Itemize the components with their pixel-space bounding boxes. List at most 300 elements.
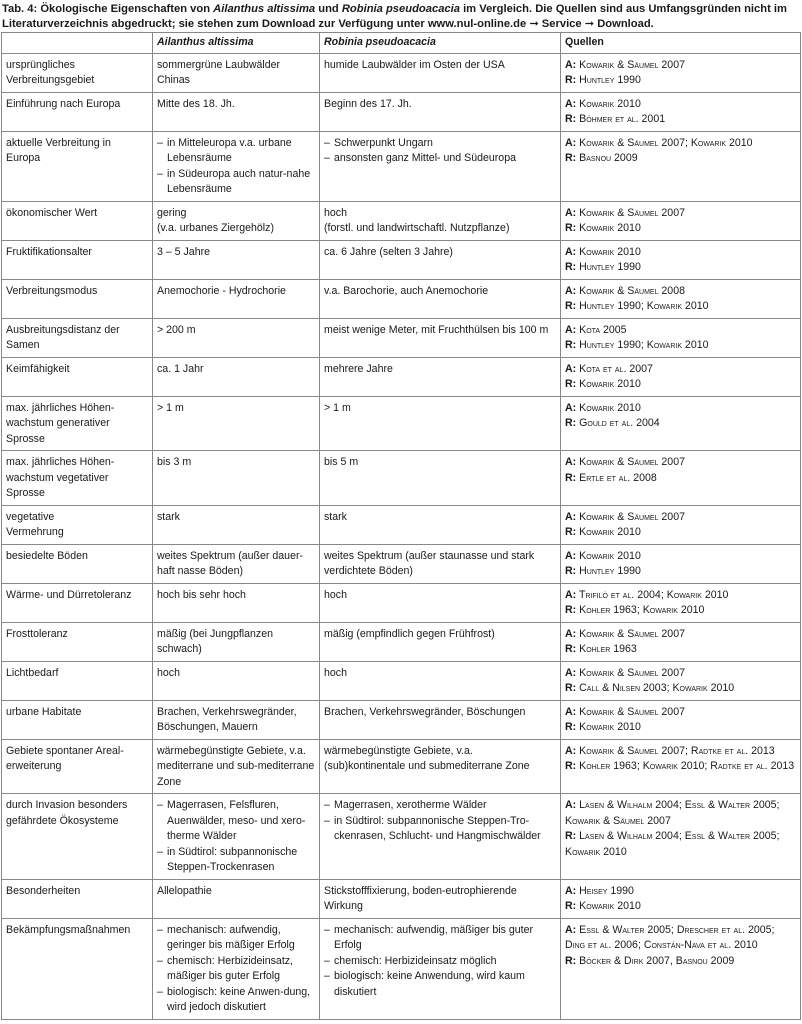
sources-cell <box>561 396 801 451</box>
ailanthus-cell <box>153 918 320 1019</box>
source-refs: Lasen & Wilhalm 2004; Essl & Walter 2005; Kowarik & Säumel 2007 <box>565 799 780 827</box>
property-cell <box>2 505 153 544</box>
property-cell <box>2 661 153 700</box>
sources-cell <box>561 131 801 201</box>
list-item: – in Mitteleuropa v.a. urbane Lebensräume <box>157 136 315 167</box>
table-row <box>2 240 801 279</box>
sources-cell <box>561 879 801 918</box>
table-row <box>2 201 801 240</box>
sources-cell <box>561 92 801 131</box>
source-line <box>565 245 796 261</box>
caption-species-ailanthus: Ailanthus altissima <box>213 3 316 15</box>
property-cell <box>2 451 153 506</box>
source-line <box>565 798 796 829</box>
property-cell <box>2 318 153 357</box>
source-line <box>565 525 796 541</box>
source-key: A: <box>565 884 577 897</box>
ailanthus-cell <box>153 53 320 92</box>
source-key: R: <box>565 954 577 967</box>
source-key: R: <box>565 113 577 125</box>
ailanthus-cell <box>153 279 320 318</box>
cell-line: ca. 6 Jahre (selten 3 Jahre) <box>324 245 453 258</box>
source-refs: Call & Nilsen 2003; Kowarik 2010 <box>576 682 735 694</box>
source-key: A: <box>565 549 577 562</box>
robinia-cell <box>320 92 561 131</box>
dash-list <box>324 923 556 1001</box>
source-key: A: <box>565 510 577 523</box>
source-refs: Kowarik & Säumel 2007 <box>576 666 685 679</box>
source-key: R: <box>565 760 577 772</box>
table-row <box>2 131 801 201</box>
source-line <box>565 627 796 643</box>
source-line <box>565 471 796 487</box>
cell-line: Anemochorie - Hydrochorie <box>157 284 286 297</box>
property-label-line: Samen <box>6 339 40 351</box>
cell-line: hoch <box>324 588 347 601</box>
property-label-line: Verbreitungsmodus <box>6 284 98 297</box>
sources-cell <box>561 661 801 700</box>
source-key: R: <box>565 339 577 351</box>
robinia-cell <box>320 879 561 918</box>
source-key: A: <box>565 705 577 718</box>
source-line <box>565 954 796 970</box>
property-label-line: Besonderheiten <box>6 884 81 897</box>
property-label-line: Wärme- und Dürretoleranz <box>6 588 132 601</box>
property-label-line: Keimfähigkeit <box>6 362 70 375</box>
source-refs: Kowarik 2010 <box>576 245 641 258</box>
source-key: R: <box>565 417 577 429</box>
source-key: A: <box>565 666 577 679</box>
robinia-cell <box>320 700 561 739</box>
property-cell <box>2 131 153 201</box>
table-row <box>2 318 801 357</box>
source-line <box>565 112 796 128</box>
list-item: – in Südtirol: subpannonische Steppen-Tro-ckenrasen, Schlucht- und Hangmischwälder <box>324 814 556 845</box>
table-row <box>2 505 801 544</box>
source-key: R: <box>565 900 577 912</box>
source-key: R: <box>565 682 577 694</box>
cell-line: mäßig (bei Jungpflanzen schwach) <box>157 627 274 655</box>
property-label-line: max. jährliches Höhen- <box>6 456 115 468</box>
ailanthus-cell <box>153 739 320 794</box>
sources-cell <box>561 583 801 622</box>
source-line <box>565 642 796 658</box>
source-line <box>565 588 796 604</box>
source-refs: Kowarik & Säumel 2007 <box>576 58 685 71</box>
ailanthus-cell <box>153 396 320 451</box>
source-line <box>565 884 796 900</box>
source-line <box>565 720 796 736</box>
source-line <box>565 136 796 152</box>
dash-list <box>324 136 556 167</box>
table-row <box>2 279 801 318</box>
source-key: R: <box>565 261 577 273</box>
table-row <box>2 544 801 583</box>
sources-cell <box>561 544 801 583</box>
property-label-line: urbane Habitate <box>6 705 82 718</box>
sources-cell <box>561 739 801 794</box>
source-key: R: <box>565 721 577 733</box>
dash-list <box>324 798 556 845</box>
source-key: A: <box>565 362 577 375</box>
table-row <box>2 879 801 918</box>
cell-line: meist wenige Meter, mit Fruchthülsen bis 100 m <box>324 323 549 336</box>
header-ailanthus: Ailanthus altissima <box>153 33 320 54</box>
caption-mid: und <box>315 3 342 15</box>
property-label-line: Europa <box>6 152 41 164</box>
ailanthus-cell <box>153 92 320 131</box>
property-label-line: Bekämpfungsmaßnahmen <box>6 923 131 936</box>
property-cell <box>2 544 153 583</box>
source-key: A: <box>565 136 577 149</box>
source-refs: Kowarik 2010 <box>576 526 641 538</box>
source-line <box>565 666 796 682</box>
source-refs: Ertle et al. 2008 <box>576 471 657 484</box>
list-item: – mechanisch: aufwendig, geringer bis mäßiger Erfolg <box>157 923 315 954</box>
sources-cell <box>561 794 801 880</box>
list-item: – in Südtirol: subpannonische Steppen-Trockenrasen <box>157 845 315 876</box>
source-refs: Huntley 1990; Kowarik 2010 <box>576 300 709 312</box>
property-label-line: Gebiete spontaner Areal- <box>6 744 124 757</box>
source-refs: Kowarik 2010 <box>576 549 641 562</box>
header-robinia: Robinia pseudoacacia <box>320 33 561 54</box>
source-line <box>565 377 796 393</box>
source-line <box>565 759 796 775</box>
robinia-cell <box>320 201 561 240</box>
property-cell <box>2 201 153 240</box>
property-cell <box>2 622 153 661</box>
source-refs: Kowarik & Säumel 2007 <box>576 456 685 468</box>
cell-line: Mitte des 18. Jh. <box>157 97 235 110</box>
robinia-cell <box>320 396 561 451</box>
source-line <box>565 362 796 378</box>
table-row <box>2 92 801 131</box>
property-label-line: max. jährliches Höhen- <box>6 401 115 414</box>
property-cell <box>2 240 153 279</box>
cell-line: sommergrüne Laubwälder <box>157 58 281 71</box>
source-key: R: <box>565 74 577 86</box>
ailanthus-cell <box>153 240 320 279</box>
property-label-line: Sprosse <box>6 487 45 499</box>
source-line <box>565 829 796 860</box>
source-refs: Kohler 1963; Kowarik 2010; Radtke et al. 2013 <box>576 760 795 772</box>
table-row <box>2 794 801 880</box>
robinia-cell <box>320 918 561 1019</box>
source-line <box>565 260 796 276</box>
robinia-cell <box>320 279 561 318</box>
source-key: A: <box>565 627 577 640</box>
cell-line: Beginn des 17. Jh. <box>324 97 412 110</box>
robinia-cell <box>320 357 561 396</box>
source-key: R: <box>565 222 577 234</box>
list-item: – Schwerpunkt Ungarn <box>324 136 556 152</box>
source-line <box>565 416 796 432</box>
source-line <box>565 549 796 565</box>
cell-line: weites Spektrum (außer staunasse und stark verdichtete Böden) <box>324 549 535 577</box>
source-key: A: <box>565 456 577 468</box>
source-line <box>565 299 796 315</box>
property-label-line: Lichtbedarf <box>6 666 59 679</box>
source-line <box>565 603 796 619</box>
source-refs: Trifilò et al. 2004; Kowarik 2010 <box>576 588 729 601</box>
source-refs: Huntley 1990; Kowarik 2010 <box>576 339 709 351</box>
source-line <box>565 151 796 167</box>
ailanthus-cell <box>153 583 320 622</box>
ailanthus-cell <box>153 879 320 918</box>
dash-list <box>157 136 315 198</box>
ailanthus-cell <box>153 201 320 240</box>
robinia-cell <box>320 53 561 92</box>
sources-cell <box>561 357 801 396</box>
source-line <box>565 284 796 300</box>
list-item: – Magerrasen, xerotherme Wälder <box>324 798 556 814</box>
source-refs: Böcker & Dirk 2007, Basnou 2009 <box>576 954 735 967</box>
table-row <box>2 661 801 700</box>
source-key: A: <box>565 58 577 71</box>
ailanthus-cell <box>153 622 320 661</box>
source-line <box>565 455 796 471</box>
source-refs: Huntley 1990 <box>576 565 641 577</box>
source-line <box>565 58 796 74</box>
source-refs: Basnou 2009 <box>576 152 638 164</box>
cell-line: > 1 m <box>324 401 351 414</box>
ailanthus-cell <box>153 661 320 700</box>
source-key: A: <box>565 923 577 936</box>
property-label-line: aktuelle Verbreitung in <box>6 136 111 149</box>
cell-line: (v.a. urbanes Ziergehölz) <box>157 222 274 234</box>
source-refs: Kowarik & Säumel 2007; Radtke et al. 2013 <box>576 744 775 757</box>
robinia-cell <box>320 318 561 357</box>
cell-line: Brachen, Verkehrswegränder, Böschungen, Mauern <box>157 705 297 733</box>
property-label-line: wachstum vegetativer <box>6 471 109 484</box>
source-line <box>565 338 796 354</box>
source-refs: Lasen & Wilhalm 2004; Essl & Walter 2005; Kowarik 2010 <box>565 830 780 858</box>
source-refs: Kowarik 2010 <box>576 900 641 912</box>
property-cell <box>2 794 153 880</box>
property-cell <box>2 279 153 318</box>
sources-cell <box>561 700 801 739</box>
cell-line: Brachen, Verkehrswegränder, Böschungen <box>324 705 526 718</box>
source-line <box>565 510 796 526</box>
table-row <box>2 622 801 661</box>
property-cell <box>2 918 153 1019</box>
source-key: R: <box>565 152 577 164</box>
caption-species-robinia: Robinia pseudoacacia <box>341 3 460 15</box>
sources-cell <box>561 622 801 661</box>
cell-line: Allelopathie <box>157 884 212 897</box>
robinia-cell <box>320 544 561 583</box>
property-label-line: besiedelte Böden <box>6 549 88 562</box>
source-key: A: <box>565 744 577 757</box>
source-key: R: <box>565 471 577 484</box>
table-row <box>2 700 801 739</box>
source-key: A: <box>565 799 577 811</box>
ailanthus-cell <box>153 700 320 739</box>
sources-cell <box>561 53 801 92</box>
source-key: A: <box>565 97 577 110</box>
source-line <box>565 744 796 760</box>
dash-list <box>157 923 315 1016</box>
property-cell <box>2 700 153 739</box>
sources-cell <box>561 918 801 1019</box>
table-row <box>2 451 801 506</box>
property-label-line: Verbreitungsgebiet <box>6 74 95 86</box>
source-line <box>565 681 796 697</box>
source-refs: Kowarik & Säumel 2007 <box>576 510 685 523</box>
source-refs: Heisey 1990 <box>576 884 634 897</box>
source-refs: Kowarik & Säumel 2008 <box>576 284 685 297</box>
list-item: – chemisch: Herbizideinsatz möglich <box>324 954 556 970</box>
robinia-cell <box>320 739 561 794</box>
source-line <box>565 323 796 339</box>
property-label-line: gefährdete Ökosysteme <box>6 814 119 827</box>
ailanthus-cell <box>153 544 320 583</box>
sources-cell <box>561 451 801 506</box>
source-refs: Kowarik & Säumel 2007 <box>576 206 685 219</box>
source-key: A: <box>565 284 577 297</box>
cell-line: > 200 m <box>157 323 196 336</box>
dash-list <box>157 798 315 876</box>
cell-line: hoch bis sehr hoch <box>157 588 246 601</box>
cell-line: stark <box>157 510 180 523</box>
robinia-cell <box>320 505 561 544</box>
property-cell <box>2 53 153 92</box>
cell-line: wärmebegünstigte Gebiete, v.a. (sub)kontinentale und submediterrane Zone <box>324 744 530 772</box>
robinia-cell <box>320 240 561 279</box>
property-label-line: Vermehrung <box>6 526 64 538</box>
property-cell <box>2 879 153 918</box>
header-row <box>2 33 801 54</box>
cell-line: wärmebegünstigte Gebiete, v.a. mediterrane und sub-mediterrane Zone <box>157 744 315 788</box>
source-refs: Kowarik 2010 <box>576 97 641 110</box>
source-line <box>565 73 796 89</box>
source-refs: Gould et al. 2004 <box>576 417 660 429</box>
list-item: – in Südeuropa auch natur-nahe Lebensräume <box>157 167 315 198</box>
source-refs: Kowarik 2010 <box>576 401 641 414</box>
source-key: R: <box>565 643 577 655</box>
caption-prefix: Tab. 4: Ökologische Eigenschaften von <box>2 3 214 15</box>
source-refs: Kohler 1963; Kowarik 2010 <box>576 604 705 616</box>
property-cell <box>2 583 153 622</box>
property-cell <box>2 92 153 131</box>
sources-cell <box>561 279 801 318</box>
source-refs: Kowarik & Säumel 2007 <box>576 627 685 640</box>
property-label-line: Ausbreitungsdistanz der <box>6 323 120 336</box>
property-label-line: durch Invasion besonders <box>6 799 128 811</box>
table-body <box>2 53 801 1019</box>
source-line <box>565 899 796 915</box>
table-row <box>2 739 801 794</box>
sources-cell <box>561 505 801 544</box>
source-line <box>565 923 796 954</box>
list-item: – biologisch: keine Anwen-dung, wird jedoch diskutiert <box>157 985 315 1016</box>
comparison-table <box>1 32 801 1020</box>
cell-line: v.a. Barochorie, auch Anemochorie <box>324 284 489 297</box>
source-refs: Kowarik 2010 <box>576 222 641 234</box>
table-row <box>2 396 801 451</box>
property-label-line: erweiterung <box>6 760 62 772</box>
property-label-line: Fruktifikationsalter <box>6 245 92 258</box>
property-label-line: vegetative <box>6 510 55 523</box>
caption-suffix: im Vergleich. Die Quellen sind aus Umfangsgründen nicht im Literaturverzeichnis abgedruckt; sie stehen zum Download zur Verfügung unter www.nul-online.de ➞ Service ➞ Download. <box>2 3 787 30</box>
table-row <box>2 918 801 1019</box>
source-line <box>565 206 796 222</box>
sources-cell <box>561 240 801 279</box>
source-refs: Kohler 1963 <box>576 643 637 655</box>
source-refs: Huntley 1990 <box>576 74 641 86</box>
sources-cell <box>561 318 801 357</box>
source-line <box>565 97 796 113</box>
source-line <box>565 705 796 721</box>
property-label-line: Sprosse <box>6 432 45 445</box>
list-item: – biologisch: keine Anwendung, wird kaum diskutiert <box>324 969 556 1000</box>
ailanthus-cell <box>153 318 320 357</box>
source-key: R: <box>565 526 577 538</box>
source-refs: Essl & Walter 2005; Drescher et al. 2005; Ding et al. 2006; Constán-Nava et al. 2010 <box>565 923 775 951</box>
source-line <box>565 401 796 417</box>
table-row <box>2 53 801 92</box>
source-key: A: <box>565 588 577 601</box>
ailanthus-cell <box>153 505 320 544</box>
cell-line: stark <box>324 510 347 523</box>
robinia-cell <box>320 451 561 506</box>
source-key: R: <box>565 604 577 616</box>
property-cell <box>2 396 153 451</box>
list-item: – Magerrasen, Felsfluren, Auenwälder, meso- und xero-therme Wälder <box>157 798 315 845</box>
table-row <box>2 583 801 622</box>
list-item: – chemisch: Herbizideinsatz, mäßiger bis guter Erfolg <box>157 954 315 985</box>
source-key: R: <box>565 830 577 842</box>
table-caption <box>0 0 802 32</box>
header-property <box>2 33 153 54</box>
source-refs: Kowarik 2010 <box>576 378 641 390</box>
source-refs: Böhmer et al. 2001 <box>576 113 666 125</box>
property-label-line: wachstum generativer <box>6 417 110 429</box>
list-item: – ansonsten ganz Mittel- und Südeuropa <box>324 151 556 167</box>
property-label-line: ökonomischer Wert <box>6 206 98 219</box>
source-key: R: <box>565 378 577 390</box>
table-row <box>2 357 801 396</box>
property-cell <box>2 357 153 396</box>
source-refs: Kota et al. 2007 <box>576 362 653 375</box>
cell-line: weites Spektrum (außer dauer-haft nasse Böden) <box>157 549 304 577</box>
cell-line: ca. 1 Jahr <box>157 362 204 375</box>
robinia-cell <box>320 583 561 622</box>
ailanthus-cell <box>153 451 320 506</box>
source-refs: Kowarik 2010 <box>576 721 641 733</box>
cell-line: hoch <box>324 206 347 219</box>
cell-line: hoch <box>157 666 180 679</box>
source-refs: Kowarik & Säumel 2007 <box>576 705 685 718</box>
property-label-line: Frosttoleranz <box>6 627 68 640</box>
cell-line: Chinas <box>157 74 190 86</box>
property-cell <box>2 739 153 794</box>
source-key: A: <box>565 401 577 414</box>
property-label-line: Einführung nach Europa <box>6 97 121 110</box>
cell-line: 3 – 5 Jahre <box>157 245 211 258</box>
robinia-cell <box>320 131 561 201</box>
cell-line: gering <box>157 206 187 219</box>
source-key: A: <box>565 245 577 258</box>
ailanthus-cell <box>153 131 320 201</box>
header-sources: Quellen <box>561 33 801 54</box>
list-item: – mechanisch: aufwendig, mäßiger bis guter Erfolg <box>324 923 556 954</box>
source-line <box>565 564 796 580</box>
source-key: R: <box>565 300 577 312</box>
source-key: A: <box>565 206 577 219</box>
robinia-cell <box>320 794 561 880</box>
cell-line: hoch <box>324 666 347 679</box>
